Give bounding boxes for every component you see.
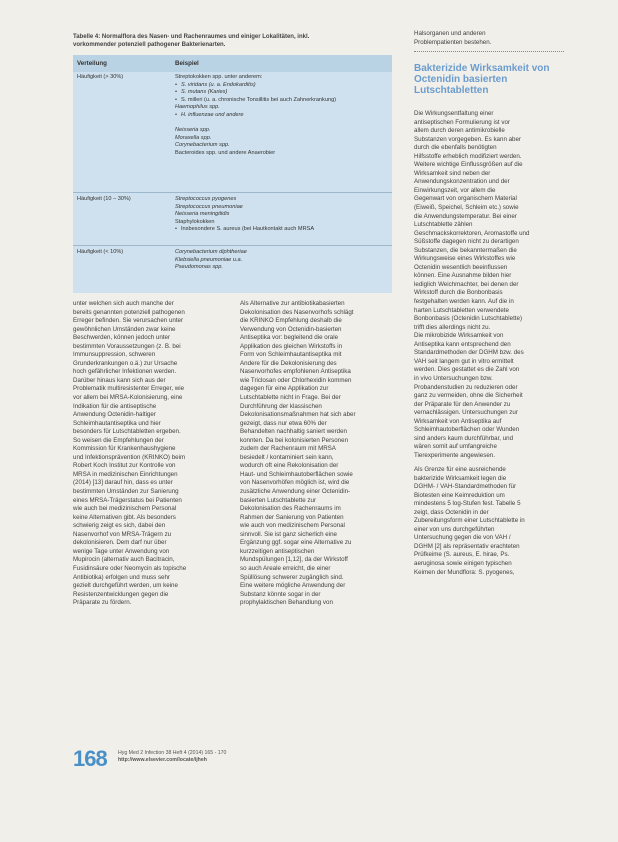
text-line: Resistenzentwicklungen gegen die (73, 590, 169, 598)
example-line: Streptokokken spp. unter anderem: (175, 74, 263, 80)
text-line: Prüfkeime (S. aureus, E. hirae, Ps. (414, 551, 510, 559)
text-line: Form von Schleimhautantiseptika mit (240, 351, 342, 359)
text-line: MRSA in medizinischen Einrichtungen (73, 470, 178, 478)
text-line: Substanz könnte sogar in der (240, 590, 321, 598)
body-column-3-top (414, 30, 566, 47)
text-line: festgehalten werden kann. Auf die in (414, 298, 514, 306)
text-line: gezielt durchgeführt werden, um keine (73, 582, 178, 590)
text-line: die Anwendungstemperatur. Bei einer (414, 212, 517, 220)
text-line: Einwirkungszeit, vor allem die (414, 186, 496, 194)
text-line: Antiseptika vor: begleitend die orale (240, 334, 339, 342)
text-line: Tierexperimente angewiesen. (414, 451, 495, 459)
text-line: vernachlässigen. Untersuchungen zur (414, 409, 518, 417)
example-line: • S. viridans (u. a. Endokarditis) (175, 82, 389, 90)
text-line: Bonbonbasis (Octenidin Lutschtablette) (414, 315, 523, 323)
text-line: Grunderkrankungen o.ä.) zur Ursache (73, 359, 178, 367)
examples-cell (175, 249, 389, 272)
text-line: aeruginosa sowie einigen typischen (414, 560, 512, 568)
text-line: Biotesten eine Keimreduktion um (414, 491, 505, 499)
col-header-frequency: Verteilung (77, 60, 107, 67)
text-line: Anwendung Octenidin-haltiger (73, 411, 156, 419)
divider (414, 51, 564, 52)
text-line: Erreger befinden. Sie verursachen unter (73, 317, 184, 325)
text-line: Spüllösung schwerer zugänglich sind. (240, 573, 344, 581)
text-line: schwierig zeigt es sich, dabei den (73, 522, 166, 530)
text-line: Applikation des gleichen Wirkstoffs in (240, 342, 343, 350)
frequency-cell: Häufigkeit (10 – 30%) (77, 196, 131, 202)
text-line: der Präparate für den Anwender zu (414, 400, 511, 408)
text-line: Wirksamkeit sind neben der (414, 169, 491, 177)
text-line: vor allem bei MRSA-Kolonisierung, eine (73, 394, 183, 402)
text-line: Behandelten nachhaltig saniert werden (240, 428, 347, 436)
text-line: Problematik multiresistenter Erreger, wie (73, 385, 185, 393)
text-line: Süßstoffe dagegen nicht zu derartigen (414, 238, 519, 246)
footer (118, 750, 226, 764)
footer-citation: Hyg Med 2 Infection 38 Heft 4 (2014) 165 - 170 (118, 750, 227, 756)
text-line: werden. Dies gestattet es die Zahl von (414, 366, 520, 374)
text-line: Als Alternative zur antibiotikabasierten (240, 300, 345, 307)
footer-url: http://www.elsevier.com/locate/ijheh (118, 757, 207, 763)
text-line: wie auch bei medizinischem Personal (73, 505, 177, 513)
text-line: Wirkstoff durch die Bonbonbasis (414, 289, 503, 297)
text-line: Antibiotika) erfolgen und muss sehr (73, 573, 170, 581)
text-line: So weisen die Empfehlungen der (73, 436, 164, 444)
text-line: Bakterizide Wirksamkeit von (414, 63, 550, 74)
example-line: Corynebacterium spp. (175, 142, 230, 149)
text-line: wären somit auf umfangreiche (414, 443, 497, 451)
text-line: Präparate zu fördern. (73, 599, 132, 607)
example-line: Neisseria meningitidis (175, 211, 230, 218)
text-line: lediglich Weichmachter, bei denen der (414, 280, 519, 288)
text-line: Beschwerden, können jedoch unter (73, 334, 171, 342)
text-line: Geschmackskorrektoren, Aromastoffe und (414, 229, 530, 237)
text-line: Octenidin wesentlich beeinflussen (414, 263, 508, 271)
text-line: eines MRSA-Trägerstatus bei Patienten (73, 496, 182, 504)
text-line: basierten Lutschtablette zur (240, 496, 317, 504)
body-column-1 (73, 300, 225, 608)
text-line: dagegen für eine Applikation zur (240, 385, 329, 393)
text-line: gezeigt, dass nur etwa 60% der (240, 419, 327, 427)
text-line: Substanzen vorgegeben. Es kann aber (414, 135, 521, 143)
text-line: Dekolonisation des Rachenraums im (240, 505, 341, 513)
text-line: trifft dies allerdings nicht zu. (414, 323, 491, 331)
text-line: mindestens 5 log-Stufen fest. Tabelle 5 (414, 500, 521, 508)
text-line: Indikation für die antiseptische (73, 402, 157, 410)
page-number: 168 (73, 746, 107, 771)
text-line: zeigt, dass Octenidin in der (414, 508, 489, 516)
text-line: kurzzeitigen antiseptischen (240, 547, 315, 555)
text-line: Robert Koch Institut zur Kontrolle von (73, 462, 176, 470)
text-line: Wirkungsweise eines Wirkstoffes wie (414, 255, 516, 263)
text-line: keine Alternativen gibt. Als besonders (73, 513, 176, 521)
text-line: wie Triclosan oder Chlorhexidin kommen (240, 376, 352, 384)
text-line: Wirksamkeit von Antiseptika auf (414, 417, 502, 425)
text-line: Substanzen, die bekanntermaßen die (414, 246, 517, 254)
text-line: antiseptischen Formulierung ist vor (414, 118, 510, 126)
text-line: besiedelt / kontaminiert sein kann, (240, 453, 334, 461)
text-line: dekolonisieren. Dem darf nur über (73, 539, 167, 547)
text-line: Schleimhautantiseptika und hier (73, 419, 161, 427)
table-caption: Tabelle 4: Normalflora des Nasen- und Rachenraumes und einiger Lokalitäten, inkl. vorkommender potenziell pathogener Bakterienarten. (73, 34, 310, 48)
text-line: ganz zu vermeiden, ohne die Sicherheit (414, 392, 523, 400)
example-line: Streptococcus pyogenes (175, 196, 237, 202)
text-line: wenige Tage unter Anwendung von (73, 547, 170, 555)
text-line: wodurch oft eine Rekolonisation der (240, 462, 339, 470)
text-line: sinnvoll. Sie ist ganz sicherlich eine (240, 530, 337, 538)
example-line: Haemophilus spp. (175, 104, 220, 111)
text-line: Nasenvorhofes empfohlenen Antiseptika (240, 368, 351, 376)
text-line: bakterizide Wirksamkeit legen die (414, 474, 507, 482)
text-line: Andere für die Dekolonisierung des (240, 359, 337, 367)
text-line: Dekolonisationsmaßnahmen hat sich aber (240, 411, 356, 419)
example-line (175, 120, 389, 128)
section-heading (414, 63, 574, 96)
example-line: • S. mutans (Karies) (175, 89, 389, 97)
text-line: zudem der Rachenraum mit MRSA (240, 445, 336, 453)
text-line: VAH seit langem gut in vitro ermittelt (414, 357, 514, 365)
text-line: Ergänzung ggf. sogar eine Alternative zu (240, 539, 352, 547)
text-line: bestimmten Umständen zur Sanierung (73, 488, 179, 496)
row-separator (73, 245, 392, 246)
text-line: und Infektionsprävention (KRINKO) beim (73, 453, 186, 461)
frequency-cell: Häufigkeit (> 30%) (77, 74, 124, 80)
text-line: Durchführung der klassischen (240, 402, 322, 410)
text-line: Hilfsstoffe erheblich modifiziert werden. (414, 152, 522, 160)
text-line: Mundspülungen [1,12], da der Wirkstoff (240, 556, 348, 564)
example-line: Corynebacterium diphtheriae (175, 249, 247, 255)
text-line: Die Wirkungsentfaltung einer (414, 110, 494, 117)
text-line: konnten. Da bei kolonisierten Personen (240, 436, 349, 444)
examples-cell (175, 74, 389, 158)
text-line: so auch Areale erreicht, die einer (240, 564, 331, 572)
text-line: Als Grenze für eine ausreichende (414, 466, 506, 473)
text-line: Dekolonisation des Nasenvorhofs schlägt (240, 308, 354, 316)
example-line: • S. milleri (u. a. chronische Tonsillitis bei auch Zahnerkrankung) (175, 97, 389, 105)
text-line: Keimen der Mundflora: S. pyogenes, (414, 568, 515, 576)
example-line: • Insbesondere S. aureus (bei Hautkontakt auch MRSA (175, 226, 389, 234)
text-line: von Nasenvorhöfen möglich ist, wird die (240, 479, 350, 487)
example-line: Neisseria spp. (175, 127, 211, 134)
text-line: Haut- und Schleimhautoberflächen sowie (240, 470, 353, 478)
text-line: Octenidin basierten (414, 74, 508, 85)
table-header (73, 55, 392, 72)
example-line: Streptococcus pneumoniae (175, 203, 243, 210)
example-line: Bacteroides spp. und andere Anaerobier (175, 149, 276, 156)
text-line: Nasenvorhof von MRSA-Trägern zu (73, 530, 172, 538)
text-line: durch die ebenfalls benötigten (414, 144, 497, 152)
text-line: einer von uns durchgeführten (414, 525, 495, 533)
example-line: Moraxella spp. (175, 134, 212, 141)
text-line: Verwendung von Octenidin-basierten (240, 325, 342, 333)
text-line: Weitere wichtige Einflussgrößen auf die (414, 161, 523, 169)
text-line: Schleimhautoberflächen oder Wunden (414, 426, 520, 434)
example-line: Staphylokokken (175, 218, 215, 225)
text-line: Kommission für Krankenhaushygiene (73, 445, 176, 453)
example-line: • H. influenzae und andere (175, 112, 389, 120)
text-line: Untersuchung gegen die von VAH / (414, 534, 511, 542)
text-line: Antiseptika kann entsprechend den (414, 340, 511, 348)
text-line: können. Eine Ausnahme bilden hier (414, 272, 512, 280)
example-line: Pseudomonas spp. (175, 264, 223, 271)
text-line: hoch gefährlicher Infektionen werden. (73, 368, 177, 376)
text-line: bestimmten Voraussetzungen (z. B. bei (73, 342, 181, 350)
text-line: Fusidinsäure oder Neomycin als topische (73, 564, 187, 572)
text-line: wie auch von medizinischem Personal (240, 522, 345, 530)
body-column-3 (414, 110, 566, 460)
flora-table (73, 55, 392, 293)
row-separator (73, 192, 392, 193)
text-line: (2014) [13] darauf hin, dass es unter (73, 479, 173, 487)
text-line: gewöhnlichen Umständen zwar keine (73, 325, 176, 333)
text-line: Lutschtablette nicht in Frage. Bei der (240, 394, 341, 402)
text-line: Anwendungskonzentration und der (414, 178, 510, 186)
text-line: Eine weitere mögliche Anwendung der (240, 582, 346, 590)
text-line: bereits genannten potenziell pathogenen (73, 308, 185, 316)
text-line: DGHM [2] als repräsentativ erachteten (414, 542, 520, 550)
text-line: (Eiweiß, Speichel, Schleim etc.) sowie (414, 204, 519, 212)
text-line: Darüber hinaus kann sich aus der (73, 376, 166, 384)
body-column-3-part2 (414, 466, 566, 577)
text-line: harten Lutschtabletten verwendete (414, 306, 509, 314)
text-line: sind anders kaum durchführbar, und (414, 434, 514, 442)
text-line: die KRINKO Empfehlung deshalb die (240, 317, 342, 325)
text-line: prophylaktischen Behandlung von (240, 599, 333, 607)
text-line: unter welchen sich auch manche der (73, 300, 174, 307)
text-line: in vivo Untersuchungen bzw. (414, 374, 493, 382)
text-line: Lutschtabletten (414, 85, 489, 96)
example-line: Klebsiella pneumoniae u.a. (175, 256, 243, 263)
text-line: Problempatienten bestehen. (414, 38, 492, 46)
frequency-cell: Häufigkeit (< 10%) (77, 249, 124, 255)
text-line: Standardmethoden der DGHM bzw. des (414, 349, 524, 357)
text-line: Zubereitungsform einer Lutschtablette in (414, 517, 525, 525)
text-line: Lutschtablette zählen (414, 221, 473, 229)
text-line: Probandenstudien zu reduzieren oder (414, 383, 518, 391)
col-header-examples: Beispiel (175, 60, 199, 67)
text-line: Gegenwart von organischem Material (414, 195, 517, 203)
body-column-2 (240, 300, 392, 608)
text-line: Mupirocin (alternativ auch Bacitracin, (73, 556, 175, 564)
text-line: DGHM- / VAH-Standardmethoden für (414, 483, 517, 491)
examples-cell (175, 196, 389, 234)
text-line: Immunsuppression, schweren (73, 351, 156, 359)
text-line: Die mikrobizide Wirksamkeit von (414, 332, 504, 340)
text-line: allem durch deren antimikrobielle (414, 127, 505, 135)
text-line: Halsorganen und anderen (414, 30, 486, 37)
text-line: besonders für Lutschtabletten ergeben. (73, 428, 181, 436)
text-line: Rahmen der Sanierung von Patienten (240, 513, 344, 521)
text-line: zusätzliche Anwendung einer Octenidin- (240, 488, 351, 496)
